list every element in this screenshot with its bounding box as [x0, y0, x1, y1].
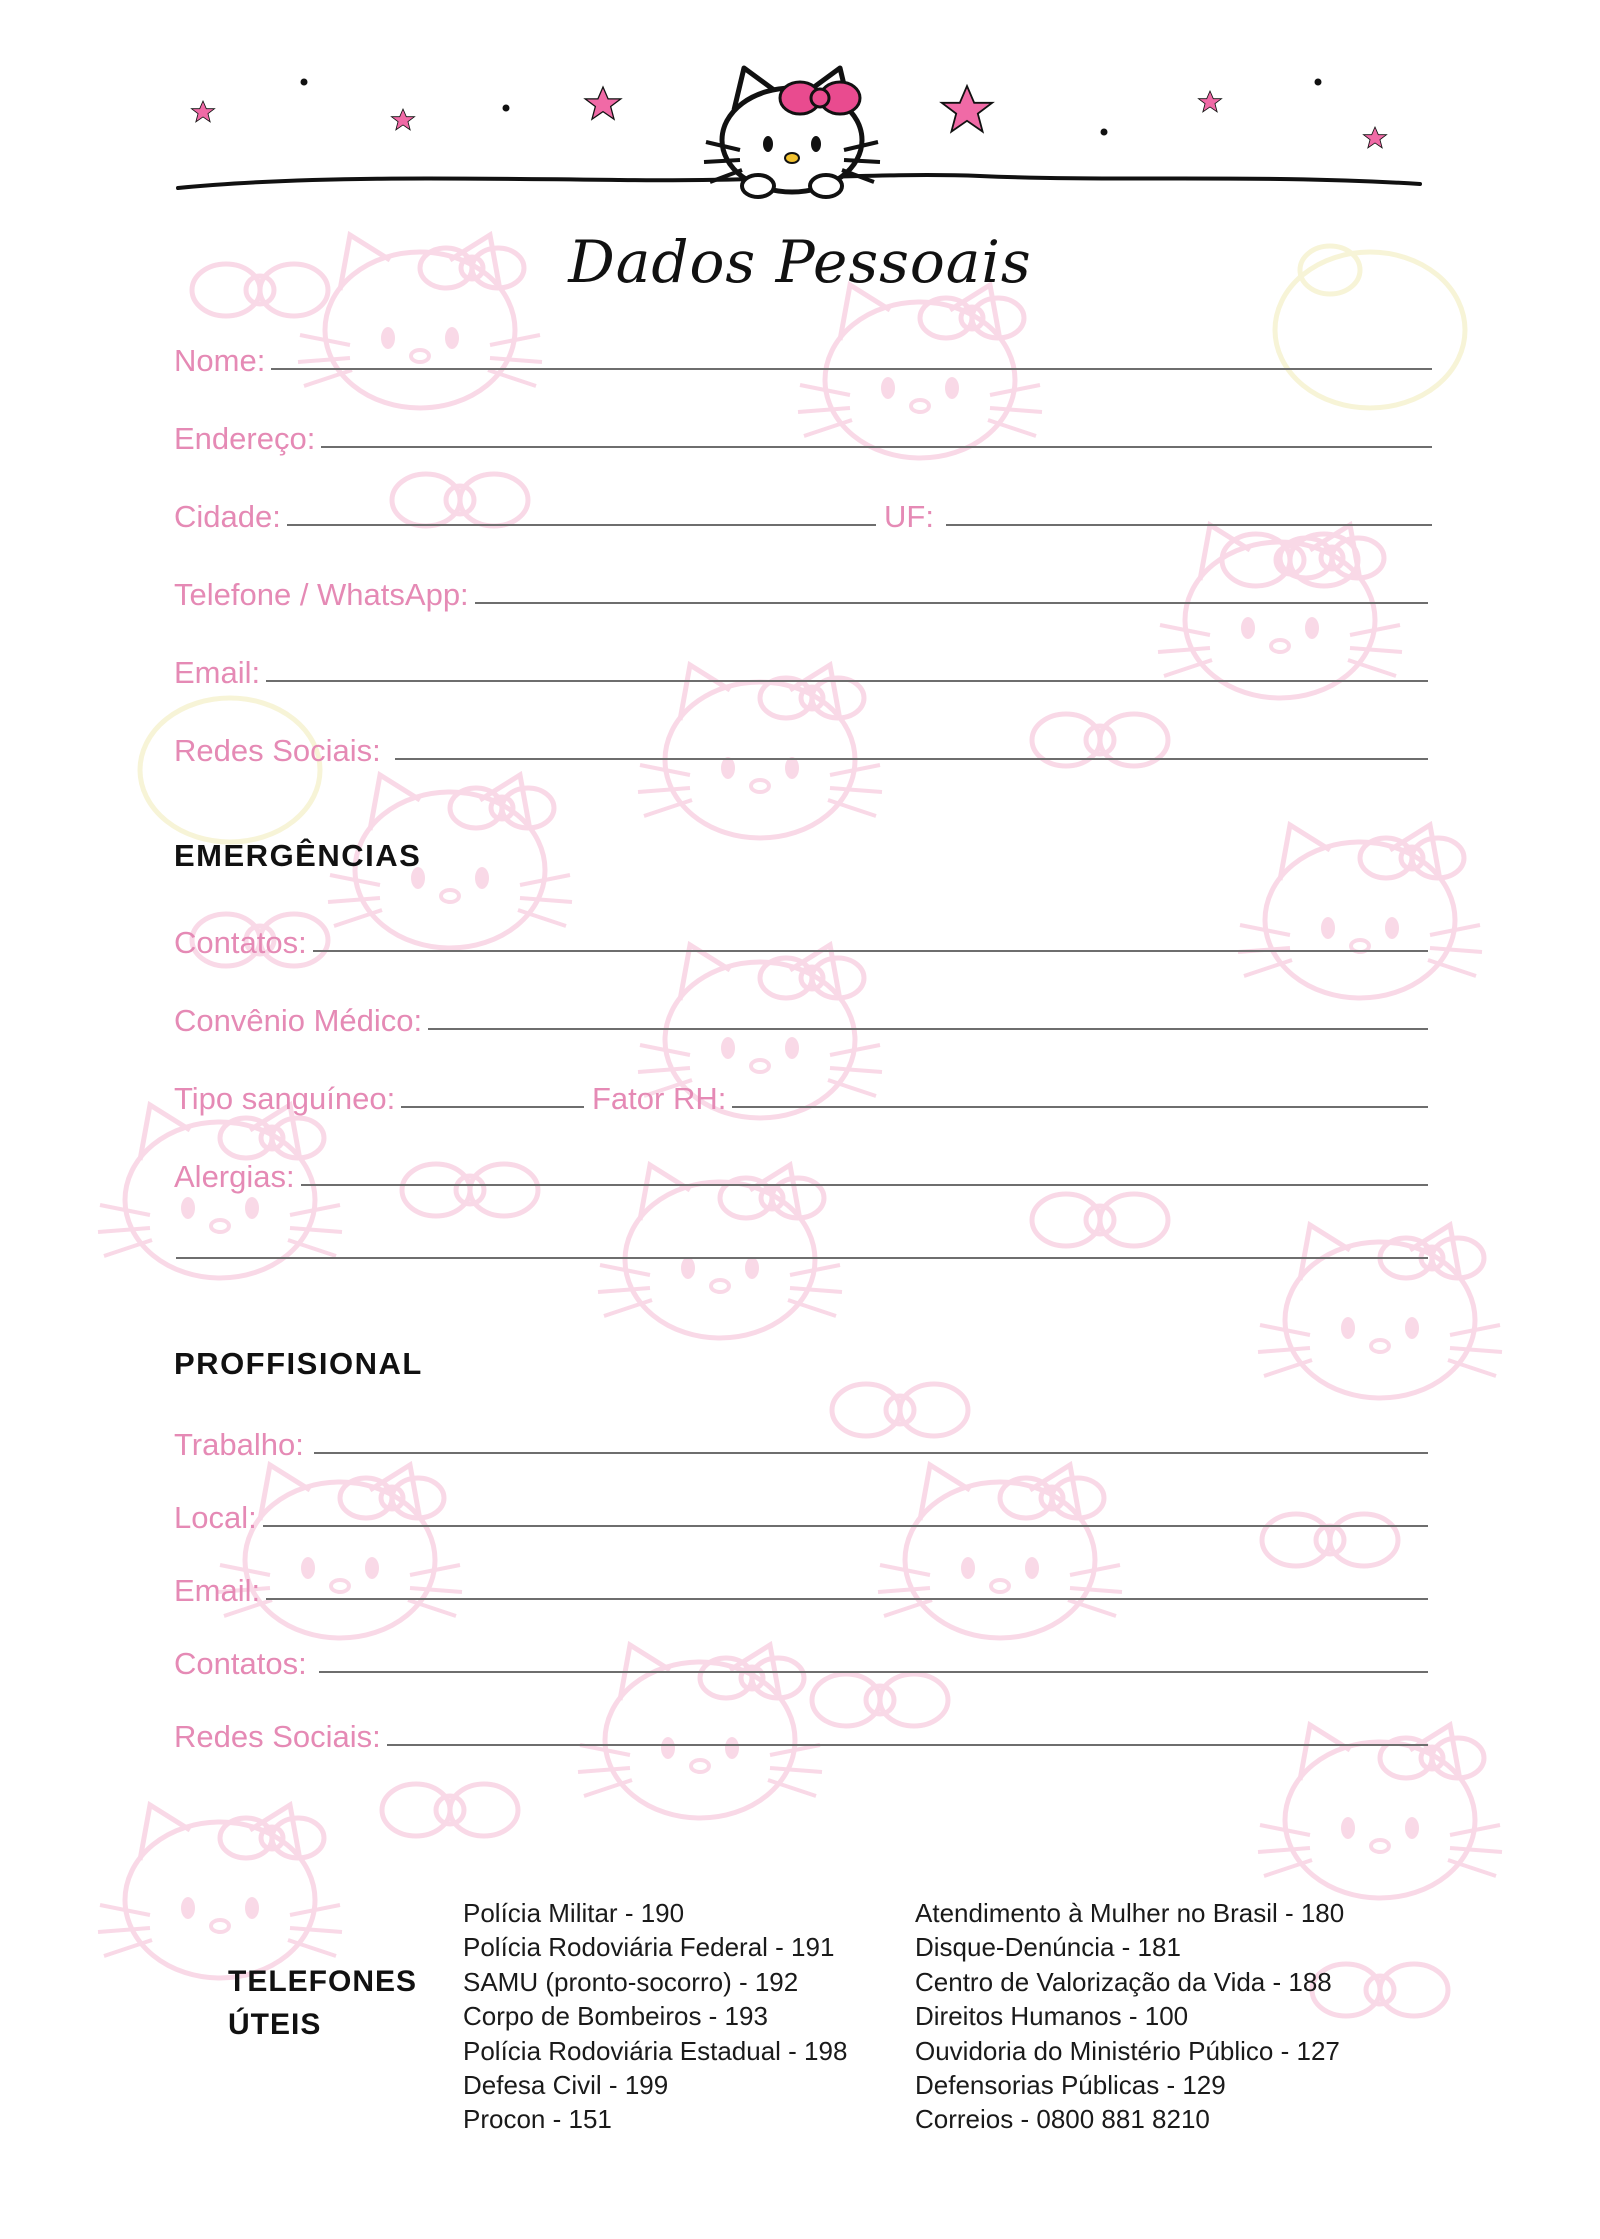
allergies-line — [301, 1184, 1428, 1186]
emergency-contacts-line — [313, 950, 1428, 952]
work-social-line — [387, 1744, 1428, 1746]
work-line — [314, 1452, 1428, 1454]
email-field[interactable] — [174, 646, 1428, 690]
useful-phones-heading-line1: TELEFONES — [228, 1965, 418, 1998]
work-contacts-line — [319, 1671, 1428, 1673]
phone-label: Telefone / WhatsApp: — [174, 577, 469, 612]
phones-column-2 — [915, 1896, 1344, 2137]
rh-label: Fator RH: — [592, 1081, 727, 1116]
work-label: Trabalho: — [174, 1427, 304, 1462]
allergies-extra-line[interactable] — [176, 1257, 1428, 1259]
allergies-label: Alergias: — [174, 1159, 295, 1194]
blood-type-field[interactable] — [174, 1072, 584, 1116]
work-contacts-field[interactable] — [174, 1637, 1428, 1681]
phone-item: Defesa Civil - 199 — [463, 2070, 669, 2101]
work-email-label: Email: — [174, 1573, 261, 1608]
emergency-contacts-label: Contatos: — [174, 925, 307, 960]
phone-item: Atendimento à Mulher no Brasil - 180 — [915, 1898, 1345, 1928]
phone-item: Ouvidoria do Ministério Público - 127 — [915, 2035, 1340, 2066]
location-line — [263, 1525, 1428, 1527]
phone-item: Correios - 0800 881 8210 — [915, 2104, 1210, 2135]
phone-field[interactable] — [174, 568, 1428, 612]
address-line — [321, 446, 1432, 448]
work-email-line — [266, 1598, 1428, 1600]
blood-type-line — [401, 1106, 584, 1108]
phone-item: Disque-Denúncia - 181 — [915, 1932, 1181, 1963]
phone-item: Direitos Humanos - 100 — [915, 2001, 1189, 2032]
state-line — [946, 524, 1432, 526]
blood-type-label: Tipo sanguíneo: — [174, 1081, 396, 1116]
phone-line — [475, 602, 1428, 604]
insurance-field[interactable] — [174, 994, 1428, 1038]
state-label: UF: — [884, 499, 934, 534]
work-contacts-label: Contatos: — [174, 1646, 307, 1681]
work-social-label: Redes Sociais: — [174, 1719, 381, 1754]
name-line — [271, 368, 1432, 370]
allergies-field[interactable] — [174, 1150, 1428, 1194]
emergency-contacts-field[interactable] — [174, 916, 1428, 960]
phone-item: Polícia Rodoviária Federal - 191 — [463, 1932, 835, 1963]
insurance-line — [428, 1028, 1428, 1030]
work-email-field[interactable] — [174, 1564, 1428, 1608]
page-title: Dados Pessoais — [568, 228, 1032, 296]
professional-heading: PROFFISIONAL — [174, 1346, 423, 1381]
work-social-field[interactable] — [174, 1710, 1428, 1754]
phone-item: Polícia Rodoviária Estadual - 198 — [463, 2035, 848, 2066]
state-field[interactable] — [884, 490, 1432, 534]
city-label: Cidade: — [174, 499, 281, 534]
rh-line — [732, 1106, 1428, 1108]
insurance-label: Convênio Médico: — [174, 1003, 423, 1038]
phone-item: Polícia Militar - 190 — [463, 1898, 685, 1928]
rh-field[interactable] — [592, 1072, 1428, 1116]
name-field[interactable] — [174, 334, 1432, 378]
emergencies-heading: EMERGÊNCIAS — [174, 838, 422, 873]
phone-item: Corpo de Bombeiros - 193 — [463, 2001, 768, 2032]
phone-item: Procon - 151 — [463, 2104, 612, 2135]
header-decoration — [0, 0, 1600, 210]
useful-phones-heading — [228, 1960, 438, 2046]
social-field[interactable] — [174, 724, 1428, 768]
social-line — [395, 758, 1428, 760]
address-label: Endereço: — [174, 421, 316, 456]
city-line — [287, 524, 876, 526]
social-label: Redes Sociais: — [174, 733, 381, 768]
name-label: Nome: — [174, 343, 266, 378]
phones-column-1 — [463, 1896, 847, 2137]
email-line — [266, 680, 1428, 682]
phone-item: Defensorias Públicas - 129 — [915, 2070, 1226, 2101]
address-field[interactable] — [174, 412, 1432, 456]
location-label: Local: — [174, 1500, 257, 1535]
useful-phones-heading-line2: ÚTEIS — [228, 2008, 322, 2041]
phone-item: SAMU (pronto-socorro) - 192 — [463, 1966, 799, 1997]
email-label: Email: — [174, 655, 261, 690]
phone-item: Centro de Valorização da Vida - 188 — [915, 1966, 1332, 1997]
location-field[interactable] — [174, 1491, 1428, 1535]
city-field[interactable] — [174, 490, 876, 534]
work-field[interactable] — [174, 1418, 1428, 1462]
